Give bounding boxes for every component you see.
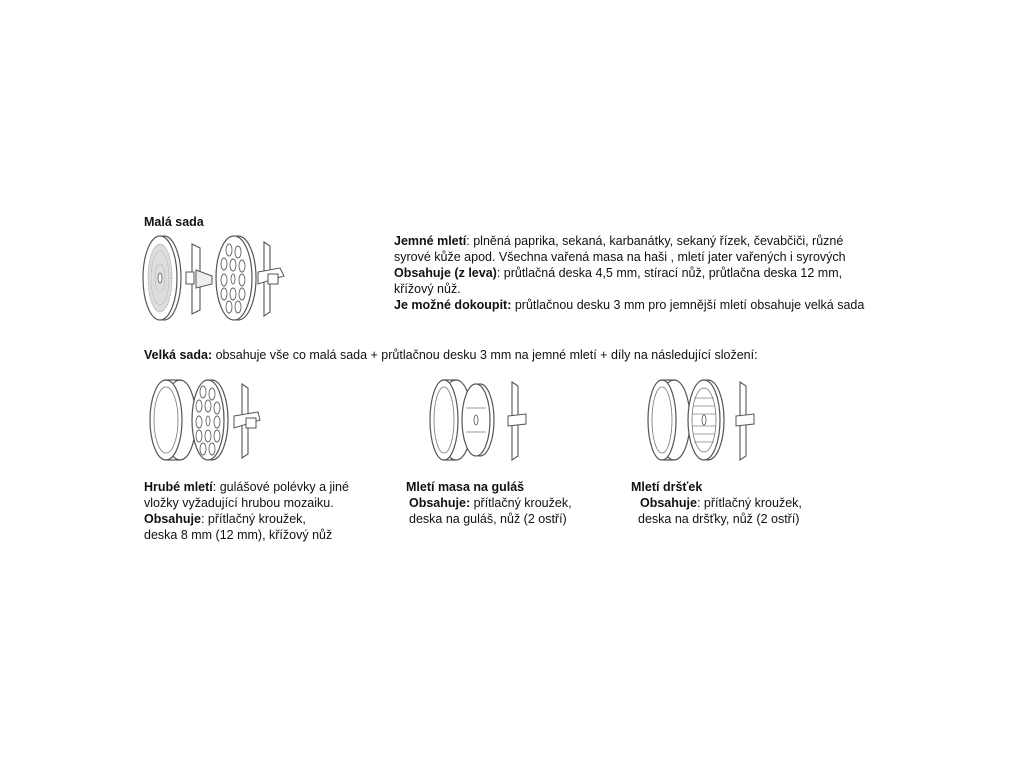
goulash-line-2	[406, 495, 572, 511]
contains-line-2: křížový nůž.	[394, 282, 461, 296]
goulash-caption	[406, 479, 572, 527]
goulash-contains-text: přítlačný kroužek,	[470, 496, 572, 510]
fine-grinding-line-2: syrové kůže apod. Všechna vařená masa na haši , mletí jater vařených i syrových	[394, 250, 846, 264]
fine-plate-icon	[143, 236, 181, 320]
goulash-contains-label: Obsahuje:	[409, 496, 471, 510]
large-set-line	[144, 347, 758, 363]
contains-label: Obsahuje (z leva)	[394, 266, 497, 280]
extra-purchase-line	[394, 297, 864, 313]
fine-grinding-text: : plněná paprika, sekaná, karbanátky, sekaný řízek, čevabčiči, různé	[466, 234, 844, 248]
contains-line-1	[394, 265, 864, 281]
scraper-knife-icon	[186, 244, 212, 314]
tripe-caption	[631, 479, 802, 527]
coarse-plate-8mm-icon	[192, 380, 228, 460]
two-blade-knife-icon	[736, 382, 754, 460]
coarse-grinding-title-rest: : gulášové polévky a jiné	[212, 480, 349, 494]
small-set-title: Malá sada	[144, 215, 204, 229]
large-set-text: obsahuje vše co malá sada + průtlačnou desku 3 mm na jemné mletí + díly na následující složení:	[212, 348, 758, 362]
coarse-grinding-line-1	[144, 479, 349, 495]
goulash-line-3: deska na guláš, nůž (2 ostří)	[409, 512, 567, 526]
extra-purchase-text: průtlačnou desku 3 mm pro jemnější mletí obsahuje velká sada	[511, 298, 865, 312]
goulash-title: Mletí masa na guláš	[406, 480, 525, 494]
coarse-grinding-line-4: deska 8 mm (12 mm), křížový nůž	[144, 528, 333, 542]
goulash-plate-icon	[462, 384, 494, 456]
coarse-grinding-illustration	[148, 376, 268, 468]
coarse-grinding-line-3	[144, 511, 349, 527]
pressure-ring-icon	[150, 380, 196, 460]
small-set-description	[394, 233, 864, 313]
tripe-title: Mletí dršťek	[631, 480, 703, 494]
small-set-parts-illustration	[140, 232, 290, 327]
two-blade-knife-icon	[508, 382, 526, 460]
goulash-illustration	[428, 376, 538, 468]
coarse-grinding-line-2: vložky vyžadující hrubou mozaiku.	[144, 496, 334, 510]
extra-purchase-label: Je možné dokoupit:	[394, 298, 512, 312]
tripe-contains-text: : přítlačný kroužek,	[696, 496, 802, 510]
tripe-contains-label: Obsahuje	[640, 496, 697, 510]
tripe-line-2	[631, 495, 802, 511]
cross-knife-icon	[258, 242, 284, 316]
tripe-plate-icon	[688, 380, 724, 460]
coarse-grinding-title: Hrubé mletí	[144, 480, 213, 494]
tripe-line-3: deska na dršťky, nůž (2 ostří)	[638, 512, 800, 526]
coarse-grinding-caption	[144, 479, 349, 543]
fine-grinding-line-1	[394, 233, 864, 249]
coarse-plate-icon	[216, 236, 256, 320]
tripe-illustration	[646, 376, 756, 468]
fine-grinding-label: Jemné mletí	[394, 234, 467, 248]
cross-knife-icon	[234, 384, 260, 458]
coarse-grinding-contains-label: Obsahuje	[144, 512, 201, 526]
large-set-label: Velká sada:	[144, 348, 213, 362]
pressure-ring-icon	[648, 380, 690, 460]
contains-text: : průtlačná deska 4,5 mm, stírací nůž, průtlačna deska 12 mm,	[496, 266, 843, 280]
coarse-grinding-contains-text: : přítlačný kroužek,	[200, 512, 306, 526]
